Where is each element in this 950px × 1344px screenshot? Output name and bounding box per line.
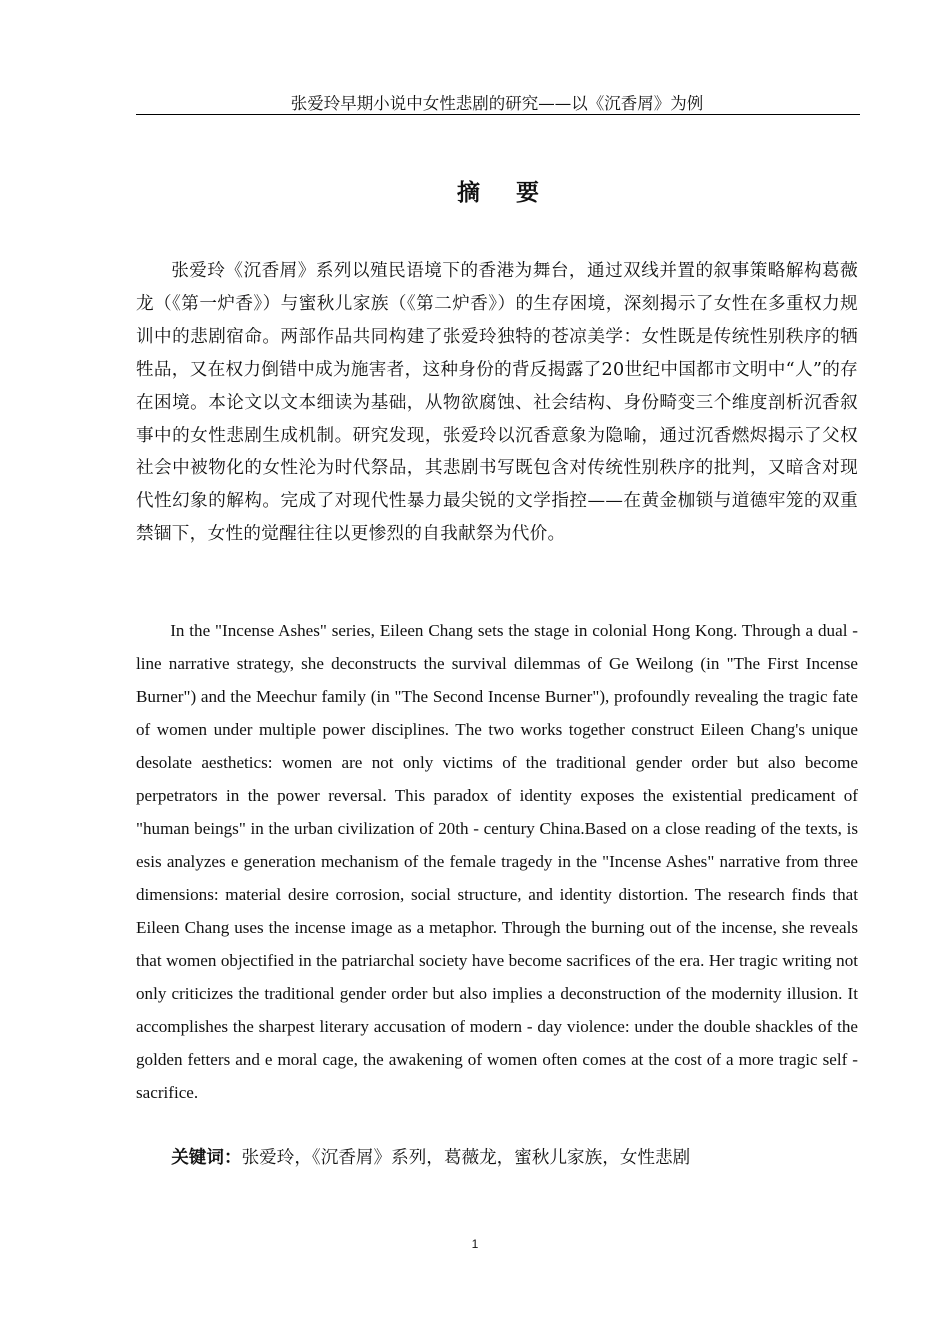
abstract-heading: 摘 要 (456, 180, 553, 206)
keywords-label: 关键词： (171, 1148, 242, 1168)
page-number: 1 (471, 1237, 479, 1251)
header-rule (136, 114, 860, 115)
running-header: 张爱玲早期小说中女性悲剧的研究——以《沉香屑》为例 (290, 94, 704, 113)
keywords-list: 张爱玲，《沉香屑》系列，葛薇龙，蜜秋儿家族，女性悲剧 (241, 1148, 691, 1168)
keywords-line (136, 1144, 858, 1172)
chinese-abstract-paragraph: 张爱玲《沉香屑》系列以殖民语境下的香港为舞台，通过双线并置的叙事策略解构葛薇龙（《第一炉香》）与蜜秋儿家族（《第二炉香》）的生存困境，深刻揭示了女性在多重权力规训中的悲剧宿命。两部作品共同构建了张爱玲独特的苍凉美学：女性既是传统性别秩序的牺牲品，又在权力倒错中成为施害者，这种身份的背反揭露了20世纪中国都市文明中“人”的存在困境。本论文以文本细读为基础，从物欲腐蚀、社会结构、身份畸变三个维度剖析沉香叙事中的女性悲剧生成机制。研究发现，张爱玲以沉香意象为隐喻，通过沉香燃烬揭示了父权社会中被物化的女性沦为时代祭品，其悲剧书写既包含对传统性别秩序的批判，又暗含对现代性幻象的解构。完成了对现代性暴力最尖锐的文学指控——在黄金枷锁与道德牢笼的双重禁锢下，女性的觉醒往往以更惨烈的自我献祭为代价。 (136, 261, 858, 545)
english-abstract-paragraph: In the "Incense Ashes" series, Eileen Chang sets the stage in colonial Hong Kong. Through a dual - line narrative strategy, she deconstructs the survival dilemmas of Ge Weilong (in "The First Incense Burner") and the Meechur family (in "The Second Incense Burner"), profoundly revealing the tragic fate of women under multiple power disciplines. The two works together construct Eileen Chang's unique desolate aesthetics: women are not only victims of the traditional gender order but also become perpetrators in the power reversal. This paradox of identity exposes the existential predicament of "human beings" in the urban civilization of 20th - century China.Based on a close reading of the texts, is esis analyzes e generation mechanism of the female tragedy in the "Incense Ashes" narrative from three dimensions: material desire corrosion, social structure, and identity distortion. The research finds that Eileen Chang uses the incense image as a metaphor. Through the burning out of the incense, she reveals that women objectified in the patriarchal society have become sacrifices of the era. Her tragic writing not only criticizes the traditional gender order but also implies a deconstruction of the modernity illusion. It accomplishes the sharpest literary accusation of modern - day violence: under the double shackles of the golden fetters and e moral cage, the awakening of women often comes at the cost of a more tragic self - sacrifice. (136, 621, 858, 1102)
